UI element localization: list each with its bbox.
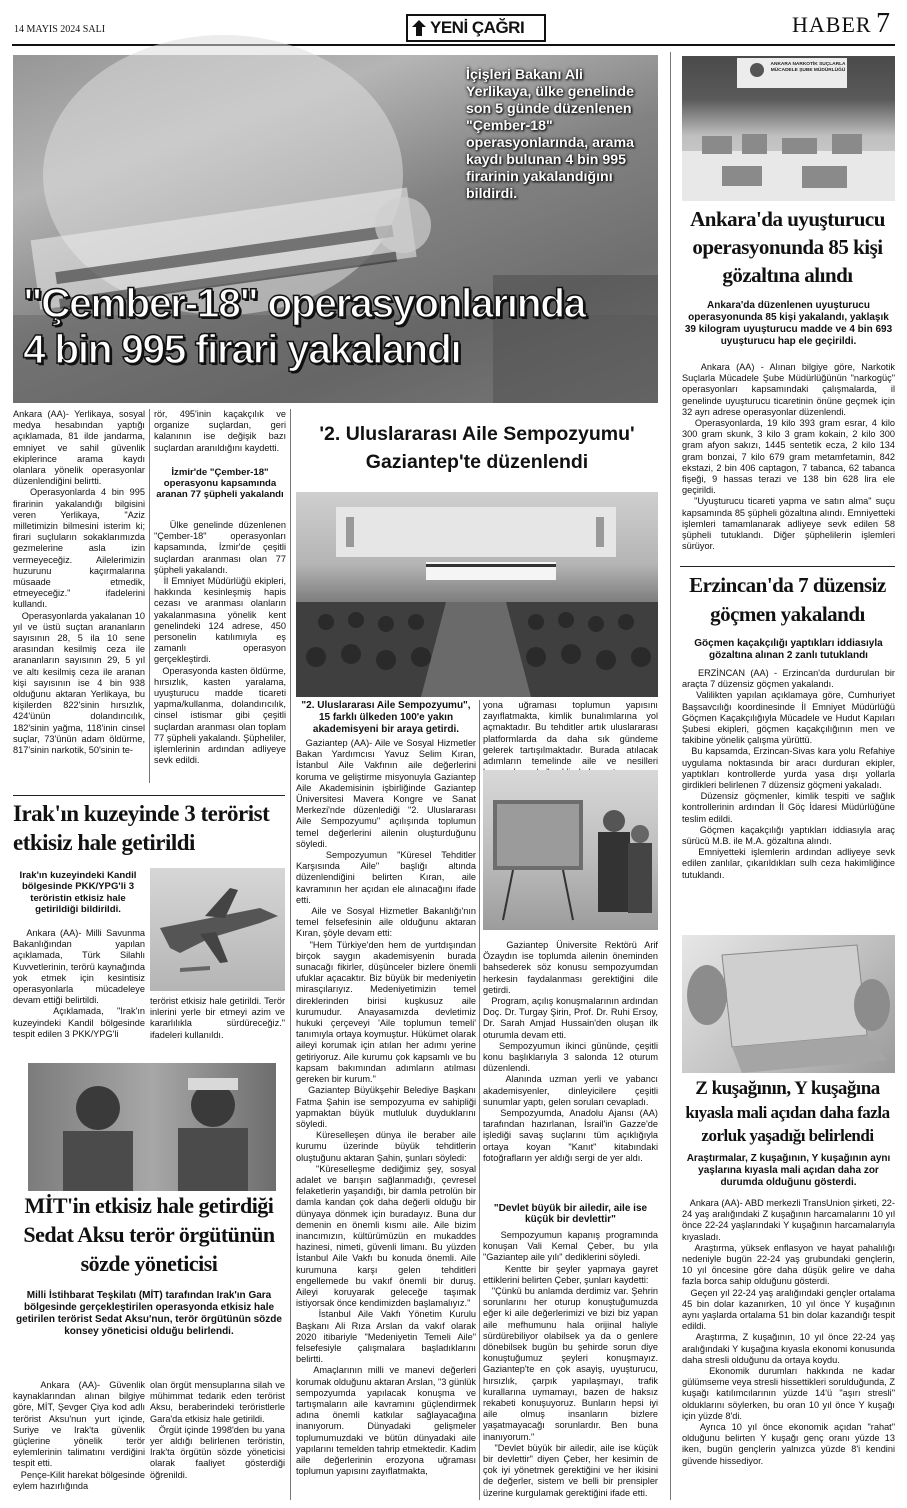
- paper-name: YENİ ÇAĞRI: [430, 18, 525, 37]
- erzincan-body: ERZİNCAN (AA) - Erzincan'da durdurulan bir araçta 7 düzensiz göçmen yakalandı. Valilikten yapılan açıklamaya göre, Cumhuriyet Başsavcılığı koordinesinde İl Emniyet Müdürlüğü Göçmen Kaçakçılığıyla Mücadele ve Hudut Kapıları Şubesi ekipleri, göçmen kaçakçılığının men ve takibine yönelik çalışma yürüttü. Bu kapsamda, Erzincan-Sivas kara yolu Refahiye uygulama noktasında bir aracı durduran ekipler, yaptıkları kontrollerde yurda yasa dışı yollarla girdikleri belirlenen 7 düzensiz göçmeni yakaladı. Düzensiz göçmenler, kimlik tespiti ve sağlık kontrollerinin ardından İl Göç İdaresi Müdürlüğüne teslim edildi. Göçmen kaçakçılığı yaptıkları iddiasıyla araç sürücü M.B. ile M.A. gözaltına alındı. Emniyetteki işlemlerin ardından adliyeye sevk edilen zanlılar, çıkarıldıkları sulh ceza hakimliğince tutuklandı.: [682, 668, 895, 880]
- mit-col-1: Ankara (AA)- Güvenlik kaynaklarından alınan bilgiye göre, MİT, Şevger Çiya kod adlı terörist Aksu'nun yurt içinde, Suriye ve Irak'ta güvenlik güçlerine yönelik terör eylemlerinin talimatını verdiğini tespit etti. Pençe-Kilit harekat bölgesinde eylem hazırlığında: [13, 1380, 145, 1491]
- irak-headline-1: Irak'ın kuzeyinde 3 terörist: [13, 801, 270, 826]
- page-number: 7: [876, 8, 890, 39]
- irak-col-2: terörist etkisiz hale getirildi. Terör inlerini yerle bir etmeyi azim ve kararlılıkla sürdüreceğiz." ifadeleri kullanıldı.: [150, 996, 288, 1040]
- masthead-rule: [12, 44, 895, 46]
- laptop-photo: [682, 935, 895, 1073]
- fighter-jet-drawing: [150, 868, 285, 991]
- drugs-seized-photo: [682, 56, 895, 201]
- paper-logo: [406, 14, 546, 42]
- terrorist-photo-drawing: [28, 1063, 276, 1191]
- mit-col-2: olan örgüt mensuplarına silah ve mühimmat tedarik eden terörist Aksu, beraberindeki teröristlerle Gara'da etkisiz hale getirildi. Örgüt içinde 1998'den bu yana yer aldığı belirlenen teröristin, Irak'ta örgütün sözde yöneticisi olarak faaliyet gösterdiği öğrenildi.: [150, 1380, 285, 1480]
- erzincan-headline-1: Erzincan'da 7 düzensiz: [689, 573, 886, 597]
- section-name: HABER: [792, 12, 872, 37]
- lead-col-2a: rör, 495'inin kaçakçılık ve organize suçlardan, geri kalanının ise değişik bazı suçlardan aranıldığını kaydetti.: [154, 409, 289, 453]
- laptop-drawing: [682, 935, 895, 1073]
- ankara-headline-1: Ankara'da uyuşturucu: [690, 207, 885, 231]
- mit-headline-3: sözde yöneticisi: [80, 1251, 218, 1276]
- zkusagi-body: Ankara (AA)- ABD merkezli TransUnion şirketi, 22-24 yaş aralığındaki Z kuşağının harcamalarını 10 yıl önce 22-24 yaşlarındaki Y kuşağının harcamalarıyla kıyasladı. Araştırma, yüksek enflasyon ve hayat pahalılığı nedeniyle bugün 22-24 yaş grubundaki gençlerin, 10 yıl öncesine göre daha düşük gelire ve daha fazla borca sahip olduğunu gösterdi. Geçen yıl 22-24 yaş aralığındaki gençler ortalama 45 bin dolar kazanırken, 10 yıl önce Y kuşağının aynı yaşlarda ortalama 51 bin dolar kazandığı tespit edildi. Araştırma, Z kuşağının, 10 yıl önce 22-24 yaş aralığındaki Y kuşağına kıyasla ekonomi konusunda daha stresli olduğunu da ortaya koydu. Ekonomik durumları hakkında ne kadar gülümseme veya stresli hissettikleri sorulduğunda, Z kuşağı katılımcılarının yüzde 14'ü "aşırı stresli" olduklarını söylerken, bu oran 10 yıl önce Y kuşağı için yüzde 8'di. Ayrıca 10 yıl önce ekonomik açıdan "rahat" olduğunu belirten Y kuşağı genç oranı yüzde 13 iken, bugün gençlerin yalnızca yüzde 8'i kendini güvende hissediyor.: [682, 1198, 895, 1466]
- zkusagi-headline-3: zorluk yaşadığı belirlendi: [701, 1126, 874, 1145]
- exhibition-drawing: [483, 770, 658, 930]
- sempozyum-col-2c: Sempozyumun kapanış programında konuşan Vali Kemal Çeber, bu yıla "Gaziantep aile yılı" dediklerini söyledi. Kentte bir şeyler yapmaya gayret ettiklerini belirten Çeber, şunları kaydetti: "Çünkü bu anlamda derdimiz var. Şehrin sorunlarını her oturup konuştuğumuzda eğer ki aile değerlerimizi ve bizi biz yapan aile mefhumunu hala orijinal haliyle sürdürebiliyor olabilsek ya da o genlere dönebilsek bugün bu şehirde sorun diye konuştuğumuz şeyleri konuşmayız. Gaziantep'te en çok asayiş, uyuşturucu, hırsızlık, çarpık yapılaşmayı, trafik kurallarına uymamayı, bazen de haksız rekabeti konuşuyoruz. Bunların hepsi iyi aile olmuş insanların bizlere yaşatmayacağı sorunlardır. Ben buna inanıyorum." "Devlet büyük bir ailedir, aile ise küçük bir devlettir" diyen Çeber, her kesimin de çok iyi yönetmek gerektiğini ve her ikisini de değerler, sistem ve belli bir prensipler üzerine kurgulamak gerektiğini ifade etti.: [483, 1230, 658, 1498]
- sempozyum-subhead: "Devlet büyük bir ailedir, aile ise küçük bir devlettir": [493, 1203, 648, 1226]
- fighter-jet-photo: [150, 868, 285, 991]
- drugs-table-drawing: [682, 56, 895, 201]
- ankara-body: Ankara (AA) - Alınan bilgiye göre, Narkotik Suçlarla Mücadele Şube Müdürlüğünün "narkogüç" operasyonları kapsamındaki çalışmalarda, il genelinde uyuşturucu ticaretinin önüne geçmek için 32 ayrı adrese operasyonlar düzenlendi. Operasyonlarda, 19 kilo 393 gram esrar, 4 kilo 300 gram skunk, 3 kilo 3 gram kokain, 2 kilo 300 gram afyon sakızı, 1445 sentetik ecza, 2 kilo 134 gram bonzai, 7 kilo 679 gram metamfetamin, 842 ekstazi, 2 bin 406 captagon, 7 tabanca, 62 tabanca fişeği, 9 hassas terazi ve 138 bin 628 lira ele geçirildi. "Uyuşturucu ticareti yapma ve satın alma" suçu kapsamında 85 şüpheli gözaltına alındı. Emniyetteki işlemleri tamamlanarak adliyeye sevk edilen 58 şüpheli tutuklandı. Diğer şüphelilerin işlemleri sürüyor.: [682, 362, 895, 552]
- sempozyum-col-1: Gaziantep (AA)- Aile ve Sosyal Hizmetler Bakan Yardımcısı Yavuz Selim Kıran, İstanbul Aile Vakfının aile değerlerini koruma ve geliştirme misyonuyla Gaziantep Aile Akademisinin işbirliğinde Gaziantep Üniversitesi Mavera Kongre ve Sanat Merkezi'nde düzenlediği "2. Uluslararası Aile Sempozyumu" açılışında toplumun temel değerlerini ailenin oluşturduğunu söyledi. Sempozyumun "Küresel Tehditler Karşısında Aile" başlığı altında düzenlendiğini belirten Kıran, aile kavramının her açıdan ele alınacağını ifade etti. Aile ve Sosyal Hizmetler Bakanlığı'nın temel felsefesinin aile olduğunu aktaran Kıran, şöyle devam etti: "Hem Türkiye'den hem de yurtdışından birçok saygın akademisyenin burada sunacağı fikirler, düşünceler bizlere önemli ufuklar açacaktır. Biz büyük bir medeniyetin mirasçılarıyız. Medeniyetimizin temel direklerinden birisi kuşkusuz aile kurumudur. Anayasamızda devletimiz hukuki çerçeveyi 'Aile toplumun temeli' tanımıyla ortaya koymuştur. Hükümet olarak aileyi korumak için atılan her adımı yerine getiriyoruz. Aile kurumu çok kapsamlı ve bu kapsam bakımından adımların atılması gereken bir kurum." Gaziantep Büyükşehir Belediye Başkanı Fatma Şahin ise sempozyuma ev sahipliği yapmaktan büyük mutluluk duyduklarını söyledi. Küreselleşen dünya ile beraber aile kurumu üzerinde büyük tehditlerin oluştuğunu aktaran Şahin, şunları söyledi: "Küreselleşme dediğimiz şey, sosyal adalet ve barışın sağlanmadığı, çevresel felaketlerin yaşandığı, bir damla petrolün bir damla kandan çok daha değerli olduğu bir dünyaya dönmek için buradayız. Buna dur demenin en önemli kısmı aile. Aile bizim inancımızın, kültürümüzün en mukaddes hazinesi, nimeti, güvenli limanı. Bu yüzden İstanbul Aile Vakfı bu konuda önemli. Aile kurumuna karşı gelen tehditleri engellemede bu vakıf önemli bir duruş. Aileyi koruyarak geleceğe taşımak istiyorsak önce kendimizden başlamalıyız." İstanbul Aile Vakfı Yönetim Kurulu Başkanı Ali Rıza Arslan da vakıf olarak 2020 itibariyle "Medeniyetin Temeli Aile" felsefesiyle çalışmalara başladıklarını belirtti. Amaçlarının milli ve manevi değerleri korumak olduğunu aktaran Arslan, "3 günlük sempozyumda yapılacak konuşma ve tartışmaların aile kavramını güçlendirmek adına önemli katkılar sağlayacağına inanıyorum. Dünyadaki gelişmeler toplumumuzdaki ve bütün dünyadaki aile yapılarını temelden tahrip etmektedir. Kadim aile değerlerinin erozyona uğraması toplumun yapısını zayıflatmakta,: [296, 738, 476, 1477]
- lead-headline-2: 4 bin 995 firari yakalandı: [23, 326, 461, 372]
- issue-date: 14 MAYIS 2024 SALI: [14, 24, 106, 35]
- irak-col-1: Ankara (AA)- Milli Savunma Bakanlığından yapılan açıklamada, Türk Silahlı Kuvvetlerinin, terörü kaynağında yok etmek için kesintisiz operasyonlarla mücadeleye devam ettiği belirtildi. Açıklamada, "Irak'ın kuzeyindeki Kandil bölgesinde tespit edilen 3 PKK/YPG'li: [13, 928, 145, 1039]
- column-divider: [670, 52, 671, 1500]
- ankara-headline-2: operasyonunda 85 kişi: [692, 235, 883, 259]
- lead-col-2b: Ülke genelinde düzenlenen "Çember-18" operasyonları kapsamında, İzmir'de çeşitli suçlardan aranması olan 77 şüpheli yakalandı. İl Emniyet Müdürlüğü ekipleri, hakkında kesinleşmiş hapis cezası ve aranması olanların yakalanmasına yönelik kent genelindeki 124 adrese, 450 personelin katılımıyla eş zamanlı operasyon gerçekleştirdi. Operasyonda kasten öldürme, hırsızlık, kasten yaralama, uyuşturucu madde ticareti yapma/kullanma, dolandırıcılık, cinsel istismar gibi çeşitli suçlardan aranması olan toplam 77 şüpheli yakalandı. Şüpheliler, işlemlerinin ardından adliyeye sevk edildi.: [154, 520, 286, 766]
- terrorist-photo: [28, 1063, 276, 1191]
- drugs-photo-sign: ANKARA NARKOTİK SUÇLARLA MÜCADELE ŞUBE MÜDÜRLÜĞÜ: [770, 62, 846, 73]
- sempozyum-headline-2: Gaziantep'te düzenlendi: [365, 451, 589, 473]
- conference-hall-photo: [296, 492, 658, 697]
- mit-headline-1: MİT'in etkisiz hale getirdiği: [24, 1193, 274, 1218]
- lead-subhead: İzmir'de "Çember-18" operasyonu kapsamında aranan 77 şüpheli yakalandı: [156, 467, 284, 501]
- section-rule: [13, 795, 285, 796]
- lead-photo: [13, 55, 658, 403]
- zkusagi-headline-2: kıyasla mali açıdan daha fazla: [685, 1103, 890, 1122]
- lead-col-1: Ankara (AA)- Yerlikaya, sosyal medya hesabından yaptığı açıklamada, 81 ilde jandarma, emniyet ve sahil güvenlik ekiplerince arama kaydı olanlara yönelik operasyonlar düzenlendiğini belirtti. Operasyonlarda 4 bin 995 firarinin yakalandığı bilgisini veren Yerlikaya, "Aziz milletimizin bilmesini isterim ki; firari suçluların sokaklarımızda gezmelerine asla izin vermeyeceğiz. Ailelerimizin huzurunu kaçırmalarına müsaade etmedik, etmeyeceğiz." ifadelerini kullandı. Operasyonlarda yakalanan 10 yıl ve üstü suçtan arananların sayısının 28, 5 ila 10 sene arasından kesilmiş ceza ile arananların sayısının 29, 5 yıl ve altı kesilmiş ceza ile aranan kişi sayısının ise 4 bin 938 olduğunu aktaran Yerlikaya, bu kişilerden 822'sinin hırsızlık, 424'ünün dolandırıcılık, 182'sinin yağma, 118'inin cinsel suçlar, 73'ünün adam öldürme, 817'sinin narkotik, 50'sinin te-: [13, 409, 145, 756]
- section-rule: [680, 566, 895, 567]
- sempozyum-caption: "2. Uluslararası Aile Sempozyumu", 15 farklı ülkeden 100'e yakın akademisyeni bir araya getirdi.: [301, 700, 471, 735]
- erzincan-headline-2: göçmen yakalandı: [710, 602, 865, 626]
- column-divider: [479, 700, 480, 1500]
- ankara-deck: Ankara'da düzenlenen uyuşturucu operasyonunda 85 kişi yakalandı, yaklaşık 39 kilogram uyuşturucu madde ve 4 bin 693 uyuşturucu hap ele geçirildi.: [684, 300, 893, 347]
- sempozyum-col-2a: yona uğraması toplumun yapısını zayıflatmakta, kimlik bunalımlarına yol açmaktadır. Bu tehditler artık uluslararası platformlarda da daha sık gündeme gelerek tartışılmaktadır. Burada atılacak adımların temelinde aile ve nesilleri: [483, 700, 658, 767]
- mit-deck: Milli İstihbarat Teşkilatı (MİT) tarafından Irak'ın Gara bölgesinde gerçekleştirilen operasyonda etkisiz hale getirilen terörist Sedat Aksu'nun, terör örgütünün sözde konsey yöneticisi olduğu belirlendi.: [16, 1290, 282, 1337]
- exhibition-photo: [483, 770, 658, 930]
- erzincan-deck: Göçmen kaçakçılığı yaptıkları iddiasıyla gözaltına alınan 2 zanlı tutuklandı: [694, 638, 883, 661]
- zkusagi-deck: Araştırmalar, Z kuşağının, Y kuşağının aynı yaşlarına kıyasla mali açıdan daha zor durumda olduğunu gösterdi.: [686, 1153, 891, 1188]
- ankara-headline-3: gözaltına alındı: [722, 263, 853, 287]
- column-divider: [149, 409, 150, 783]
- lead-headline-1: "Çember-18" operasyonlarında: [23, 280, 585, 326]
- conference-hall-drawing: [296, 492, 658, 697]
- lead-photo-text: İçişleri Bakanı Ali Yerlikaya, ülke genelinde son 5 günde düzenlenen "Çember-18" operasyonlarında, arama kaydı bulunan 4 bin 995 firarinin yakalandığını bildirdi.: [466, 67, 634, 202]
- zkusagi-headline-1: Z kuşağının, Y kuşağına: [695, 1078, 880, 1099]
- logo-emblem-icon: [410, 18, 428, 38]
- mit-headline-2: Sedat Aksu terör örgütünün: [23, 1222, 275, 1247]
- sempozyum-headline-1: '2. Uluslararası Aile Sempozyumu': [319, 423, 635, 445]
- sempozyum-col-2b: Gaziantep Üniversite Rektörü Arif Özaydın ise toplumda ailenin öneminden bahsederek söz konusu sempozyumdan herkesin faydalanması gerektiğini dile getirdi. Program, açılış konuşmalarının ardından Doç. Dr. Turgay Şirin, Prof. Dr. Ruhi Ersoy, Dr. Sarah Amjad Hussain'den oluşan ilk oturumla devam etti. Sempozyumun ikinci gününde, çeşitli konu başlıklarıyla 3 salonda 12 oturum düzenlendi. Alanında uzman yerli ve yabancı akademisyenler, dinleyicilere çeşitli sunumlar yaptı, gelen soruları cevapladı. Sempozyumda, Anadolu Ajansı (AA) tarafından hazırlanan, İsrail'in Gazze'de işlediği savaş suçlarını tüm açıklığıyla ortaya koyan "Kanıt" kitabındaki fotoğrafların yer aldığı sergi de yer aldı.: [483, 940, 658, 1163]
- irak-headline-2: etkisiz hale getirildi: [13, 830, 195, 855]
- irak-deck: Irak'ın kuzeyindeki Kandil bölgesinde PKK/YPG'li 3 teröristin etkisiz hale getirildiği bildirildi.: [19, 870, 137, 916]
- column-divider: [290, 409, 291, 1500]
